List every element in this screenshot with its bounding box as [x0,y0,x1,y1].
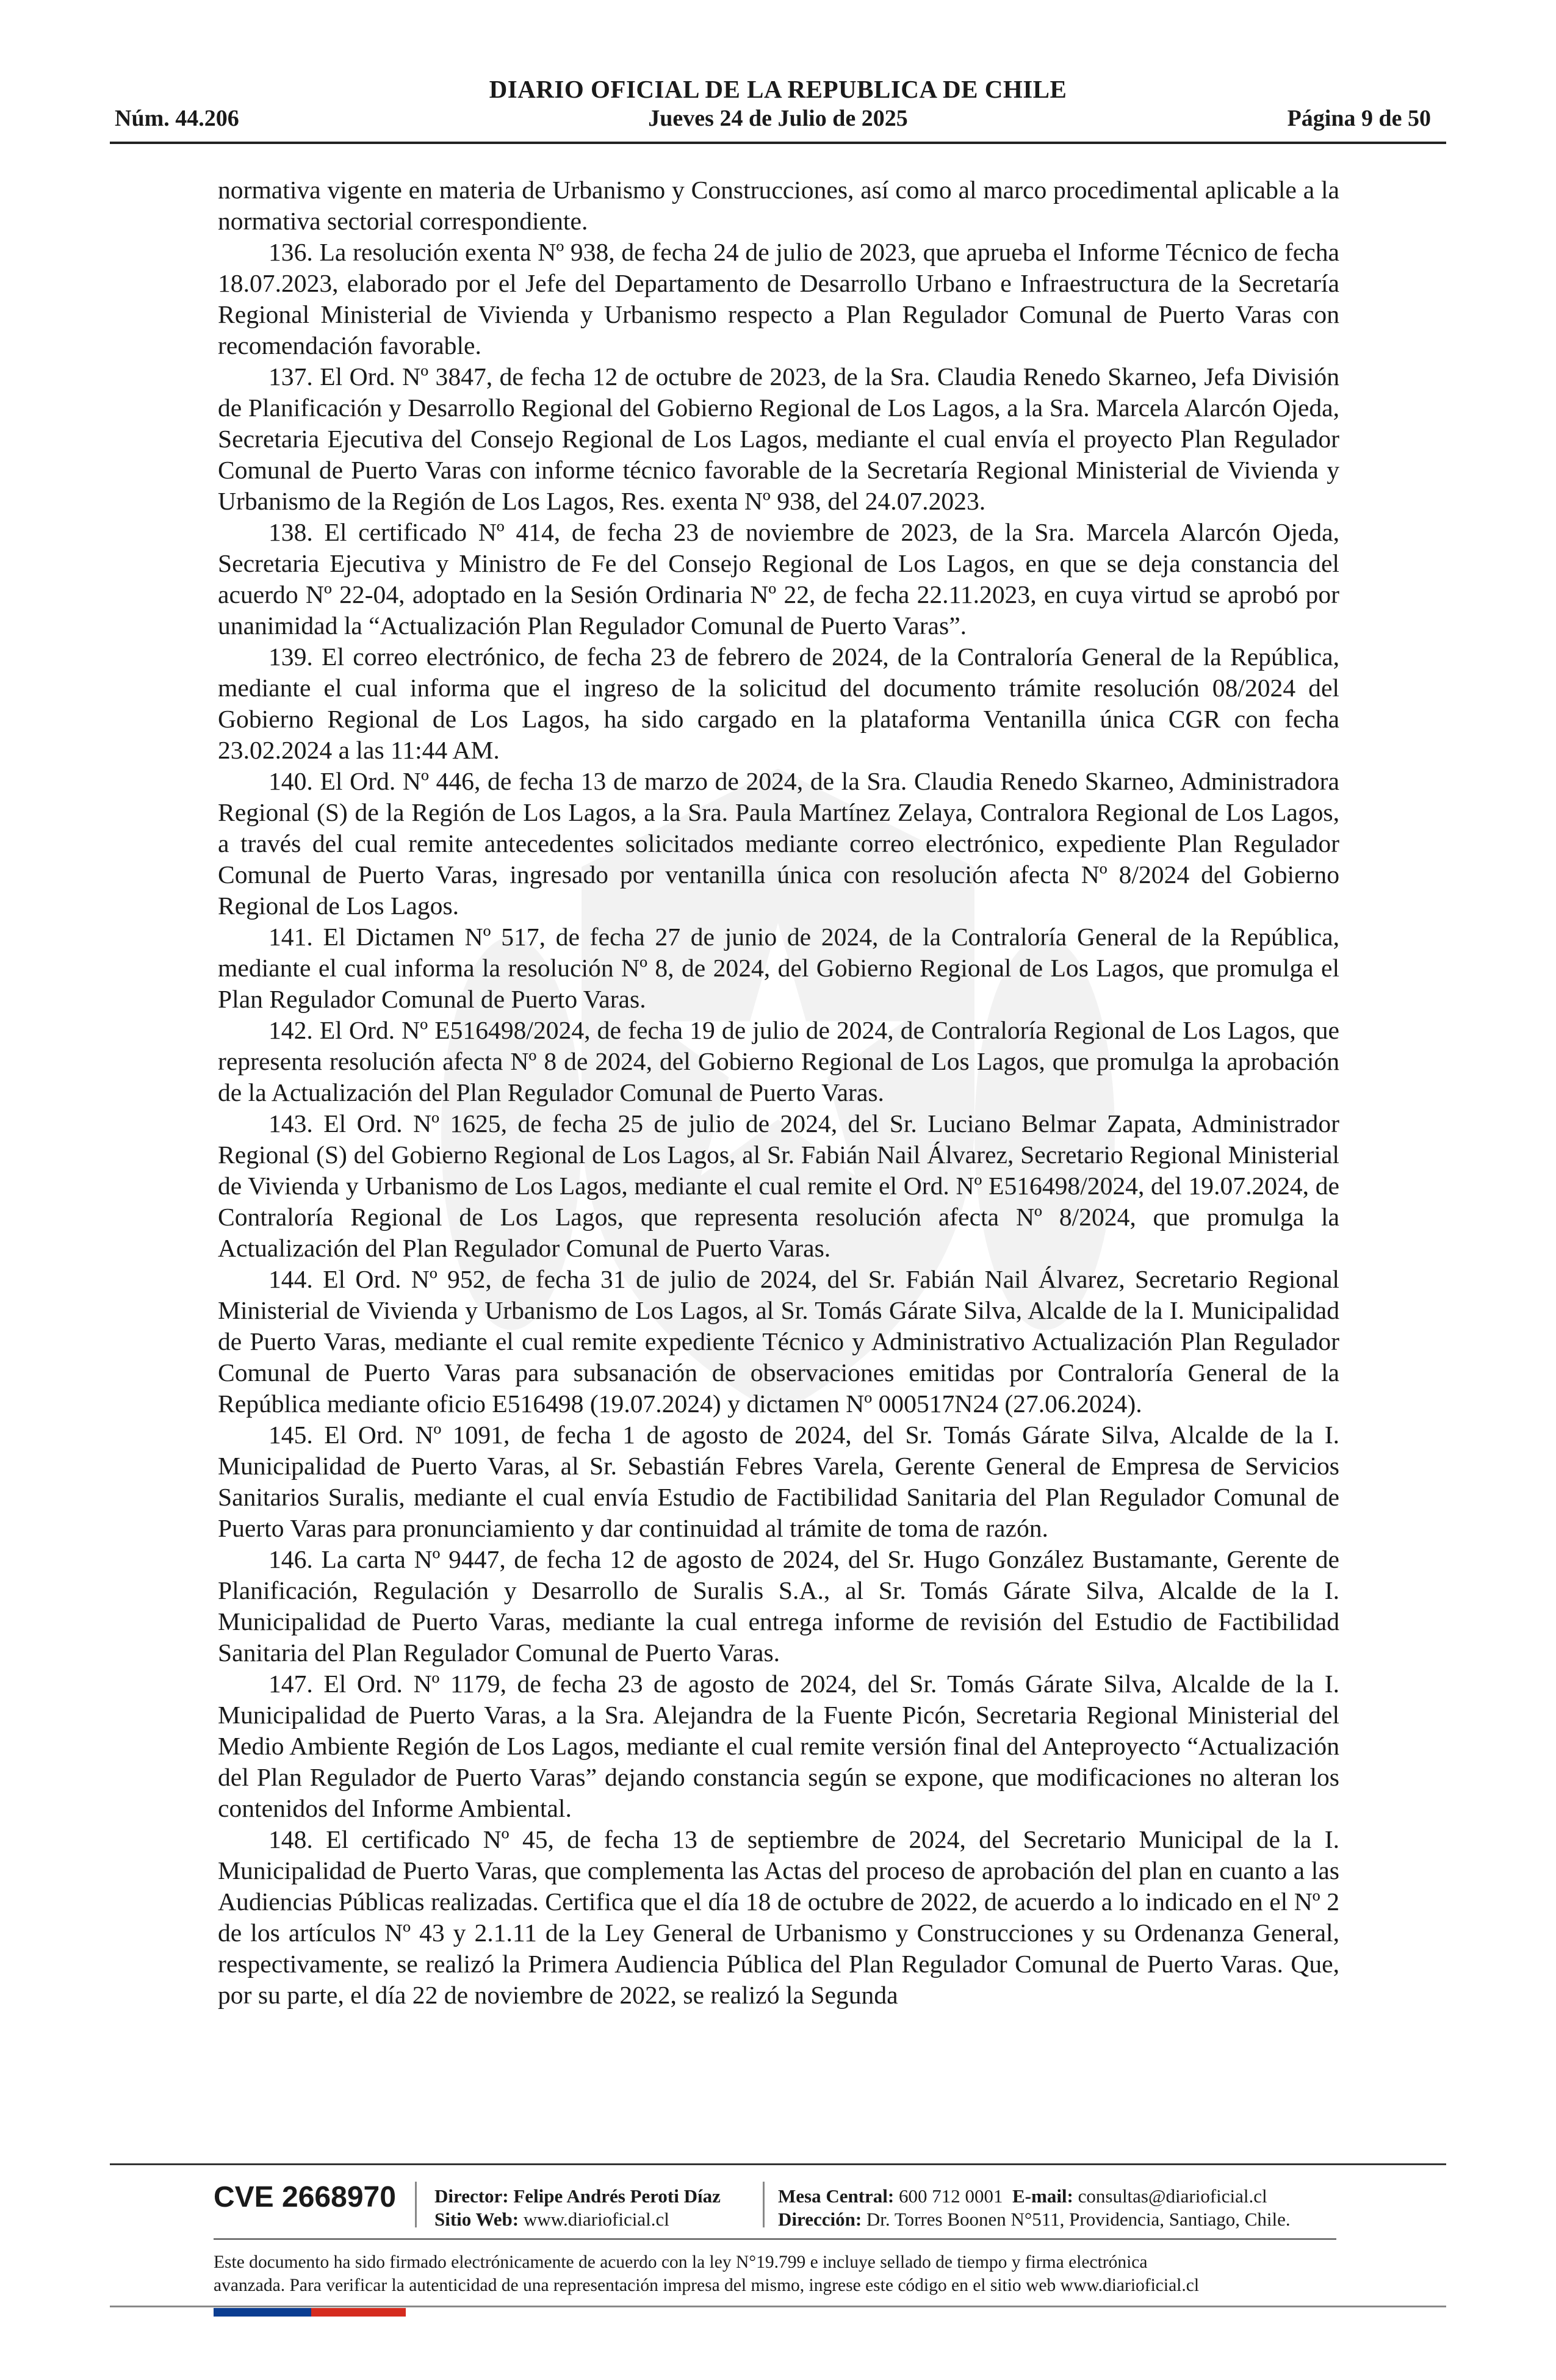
paragraph: 144. El Ord. Nº 952, de fecha 31 de julio de 2024, del Sr. Fabián Nail Álvarez, Secretario Regional Ministerial de Vivienda y Urbanismo de Los Lagos, al Sr. Tomás Gárate Silva, Alcalde de la I. Municipalidad de Puerto Varas, mediante el cual remite expediente Técnico y Administrativo Actualización Plan Regulador Comunal de Puerto Varas para subsanación de observaciones emitidas por Contraloría General de la República mediante oficio E516498 (19.07.2024) y dictamen Nº 000517N24 (27.06.2024). [218,1265,1339,1418]
paragraph: normativa vigente en materia de Urbanismo y Construcciones, así como al marco procedimental aplicable a la normativa sectorial correspondiente. [218,176,1339,235]
cve-code: CVE 2668970 [214,2181,396,2213]
page-indicator: Página 9 de 50 [1287,106,1431,131]
director-label: Director: [434,2185,509,2207]
paragraph: 140. El Ord. Nº 446, de fecha 13 de marzo de 2024, de la Sra. Claudia Renedo Skarneo, Administradora Regional (S) de la Región de Los Lagos, a la Sra. Paula Martínez Zelaya, Contralora Regional de Los Lagos, a través del cual remite antecedentes solicitados mediante correo electrónico, expediente Plan Regulador Comunal de Puerto Varas, ingresado por ventanilla única con resolución afecta Nº 8/2024 del Gobierno Regional de Los Lagos. [218,767,1339,920]
paragraph: 147. El Ord. Nº 1179, de fecha 23 de agosto de 2024, del Sr. Tomás Gárate Silva, Alcalde de la I. Municipalidad de Puerto Varas, a la Sra. Alejandra de la Fuente Picón, Secretaria Regional Ministerial del Medio Ambiente Región de Los Lagos, mediante el cual remite versión final del Anteproyecto “Actualización del Plan Regulador de Puerto Varas” dejando constancia según se expone, que modificaciones no alteran los contenidos del Informe Ambiental. [218,1670,1339,1822]
paragraph: 139. El correo electrónico, de fecha 23 de febrero de 2024, de la Contraloría General de la República, mediante el cual informa que el ingreso de la solicitud del documento trámite resolución 08/2024 del Gobierno Regional de Los Lagos, ha sido cargado en la plataforma Ventanilla única CGR con fecha 23.02.2024 a las 11:44 AM. [218,643,1339,764]
paragraph: 138. El certificado Nº 414, de fecha 23 de noviembre de 2023, de la Sra. Marcela Alarcón Ojeda, Secretaria Ejecutiva y Ministro de Fe del Consejo Regional de Los Lagos, en que se deja constancia del acuerdo Nº 22-04, adoptado en la Sesión Ordinaria Nº 22, de fecha 22.11.2023, en cuya virtud se aprobó por unanimidad la “Actualización Plan Regulador Comunal de Puerto Varas”. [218,518,1339,640]
header-divider [110,142,1446,144]
footer-contact-block [778,2185,1291,2231]
footer-divider-mid [214,2238,1336,2240]
issue-date: Jueves 24 de Julio de 2025 [648,106,908,131]
paragraph: 146. La carta Nº 9447, de fecha 12 de agosto de 2024, del Sr. Hugo González Bustamante, Gerente de Planificación, Regulación y Desarrollo de Suralis S.A., al Sr. Tomás Gárate Silva, Alcalde de la I. Municipalidad de Puerto Varas, mediante la cual entrega informe de revisión del Estudio de Factibilidad Sanitaria del Plan Regulador Comunal de Puerto Varas. [218,1545,1339,1667]
address-label: Dirección: [778,2209,862,2230]
paragraph: 143. El Ord. Nº 1625, de fecha 25 de julio de 2024, del Sr. Luciano Belmar Zapata, Administrador Regional (S) del Gobierno Regional de Los Lagos, al Sr. Fabián Nail Álvarez, Secretario Regional Ministerial de Vivienda y Urbanismo de Los Lagos, mediante el cual remite el Ord. Nº E516498/2024, del 19.07.2024, de Contraloría Regional de Los Lagos, que representa resolución afecta Nº 8/2024, que promulga la Actualización del Plan Regulador Comunal de Puerto Varas. [218,1109,1339,1262]
paragraph: 136. La resolución exenta Nº 938, de fecha 24 de julio de 2023, que aprueba el Informe Técnico de fecha 18.07.2023, elaborado por el Jefe del Departamento de Desarrollo Urbano e Infraestructura de la Secretaría Regional Ministerial de Vivienda y Urbanismo respecto a Plan Regulador Comunal de Puerto Varas con recomendación favorable. [218,238,1339,359]
paragraph: 137. El Ord. Nº 3847, de fecha 12 de octubre de 2023, de la Sra. Claudia Renedo Skarneo, Jefa División de Planificación y Desarrollo Regional del Gobierno Regional de Los Lagos, a la Sra. Marcela Alarcón Ojeda, Secretaria Ejecutiva del Consejo Regional de Los Lagos, mediante el cual envía el proyecto Plan Regulador Comunal de Puerto Varas con informe técnico favorable de la Secretaría Regional Ministerial de Vivienda y Urbanismo de la Región de Los Lagos, Res. exenta Nº 938, del 24.07.2023. [218,362,1339,515]
paragraph: 142. El Ord. Nº E516498/2024, de fecha 19 de julio de 2024, de Contraloría Regional de Los Lagos, que representa resolución afecta Nº 8 de 2024, del Gobierno Regional de Los Lagos, que promulga la aprobación de la Actualización del Plan Regulador Comunal de Puerto Varas. [218,1016,1339,1106]
legal-line: Este documento ha sido firmado electrónicamente de acuerdo con la ley N°19.799 e incluye sellado de tiempo y firma electrónica [214,2252,1148,2272]
issue-number: Núm. 44.206 [115,106,239,131]
footer-divider-top [110,2163,1446,2165]
director-name: Felipe Andrés Peroti Díaz [513,2185,721,2207]
footer-director-block [434,2185,721,2231]
paragraph: 148. El certificado Nº 45, de fecha 13 de septiembre de 2024, del Secretario Municipal de la I. Municipalidad de Puerto Varas, que complementa las Actas del proceso de aprobación del plan en cuanto a las Audiencias Públicas realizadas. Certifica que el día 18 de octubre de 2022, de acuerdo a lo indicado en el Nº 2 de los artículos Nº 43 y 2.1.11 de la Ley General de Urbanismo y Construcciones y su Ordenanza General, respectivamente, se realizó la Primera Audiencia Pública del Plan Regulador Comunal de Puerto Varas. Que, por su parte, el día 22 de noviembre de 2022, se realizó la Segunda [218,1825,1339,2009]
footer-separator [763,2182,765,2227]
footer-separator [415,2182,417,2227]
address-value: Dr. Torres Boonen N°511, Providencia, Santiago, Chile. [866,2209,1291,2230]
paragraph: 141. El Dictamen Nº 517, de fecha 27 de junio de 2024, de la Contraloría General de la República, mediante el cual informa la resolución Nº 8, de 2024, del Gobierno Regional de Los Lagos, que promulga el Plan Regulador Comunal de Puerto Varas. [218,923,1339,1013]
legal-line: avanzada. Para verificar la autenticidad de una representación impresa del mismo, ingrese este código en el sitio web www.diarioficial.cl [214,2276,1200,2295]
document-body [218,175,1339,2011]
flag-stripe-red [311,2308,406,2317]
newspaper-title: DIARIO OFICIAL DE LA REPUBLICA DE CHILE [489,75,1067,103]
paragraph: 145. El Ord. Nº 1091, de fecha 1 de agosto de 2024, del Sr. Tomás Gárate Silva, Alcalde de la I. Municipalidad de Puerto Varas, al Sr. Sebastián Febres Varela, Gerente General de Empresa de Servicios Sanitarios Suralis, mediante el cual envía Estudio de Factibilidad Sanitaria del Plan Regulador Comunal de Puerto Varas para pronunciamiento y dar continuidad al trámite de toma de razón. [218,1421,1339,1542]
footer-divider-bottom [110,2306,1446,2307]
phone-label: Mesa Central: [778,2185,895,2207]
flag-stripe-blue [214,2308,311,2317]
legal-notice [214,2251,1349,2297]
phone-number: 600 712 0001 [899,2185,1003,2207]
email-label: E-mail: [1012,2185,1073,2207]
email-link[interactable]: consultas@diarioficial.cl [1078,2185,1267,2207]
website-label: Sitio Web: [434,2209,519,2230]
website-link[interactable]: www.diarioficial.cl [523,2209,669,2230]
